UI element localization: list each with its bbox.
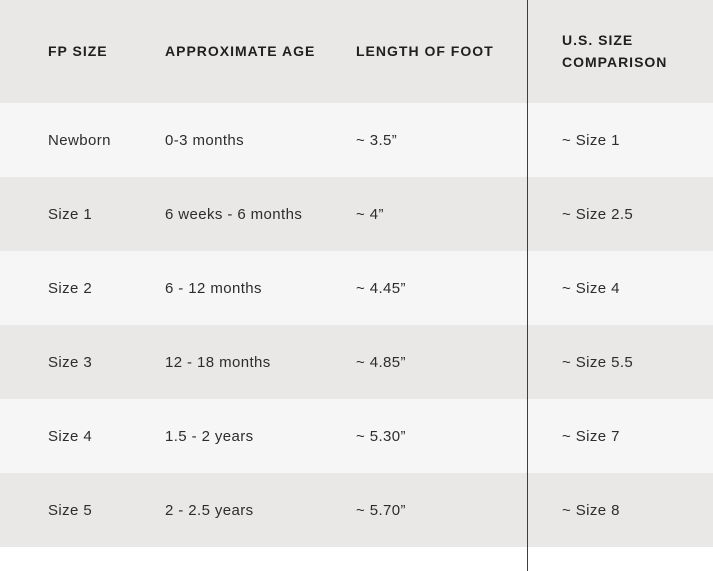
column-header-age: APPROXIMATE AGE — [165, 42, 316, 59]
fp-size-cell: Size 4 — [48, 427, 93, 445]
us-size-cell: ~ Size 2.5 — [562, 205, 634, 223]
column-header-foot-length: LENGTH OF FOOT — [356, 42, 494, 59]
us-size-cell: ~ Size 8 — [562, 501, 620, 519]
fp-size-cell: Size 2 — [48, 279, 93, 297]
column-header-us-size: U.S. SIZE COMPARISON — [562, 31, 668, 70]
age-cell: 2 - 2.5 years — [165, 501, 254, 519]
column-header-fp-size: FP SIZE — [48, 42, 108, 59]
us-size-cell: ~ Size 5.5 — [562, 353, 634, 371]
age-cell: 12 - 18 months — [165, 353, 271, 371]
us-size-cell: ~ Size 1 — [562, 131, 620, 149]
fp-size-cell: Size 3 — [48, 353, 93, 371]
age-cell: 0-3 months — [165, 131, 245, 149]
table-row — [0, 251, 713, 325]
age-cell: 6 weeks - 6 months — [165, 205, 303, 223]
table-row — [0, 399, 713, 473]
us-size-cell: ~ Size 7 — [562, 427, 620, 445]
table-row — [0, 325, 713, 399]
foot-length-cell: ~ 4” — [356, 205, 384, 223]
us-size-cell: ~ Size 4 — [562, 279, 620, 297]
table-row — [0, 103, 713, 177]
fp-size-cell: Size 5 — [48, 501, 93, 519]
table-header-row — [0, 0, 713, 103]
table-row — [0, 473, 713, 547]
foot-length-cell: ~ 5.70” — [356, 501, 406, 519]
foot-length-cell: ~ 4.45” — [356, 279, 406, 297]
fp-size-cell: Size 1 — [48, 205, 93, 223]
foot-length-cell: ~ 5.30” — [356, 427, 406, 445]
table-row — [0, 177, 713, 251]
fp-size-cell: Newborn — [48, 131, 111, 149]
column-divider — [527, 0, 528, 571]
foot-length-cell: ~ 4.85” — [356, 353, 406, 371]
age-cell: 1.5 - 2 years — [165, 427, 254, 445]
foot-length-cell: ~ 3.5” — [356, 131, 398, 149]
age-cell: 6 - 12 months — [165, 279, 262, 297]
